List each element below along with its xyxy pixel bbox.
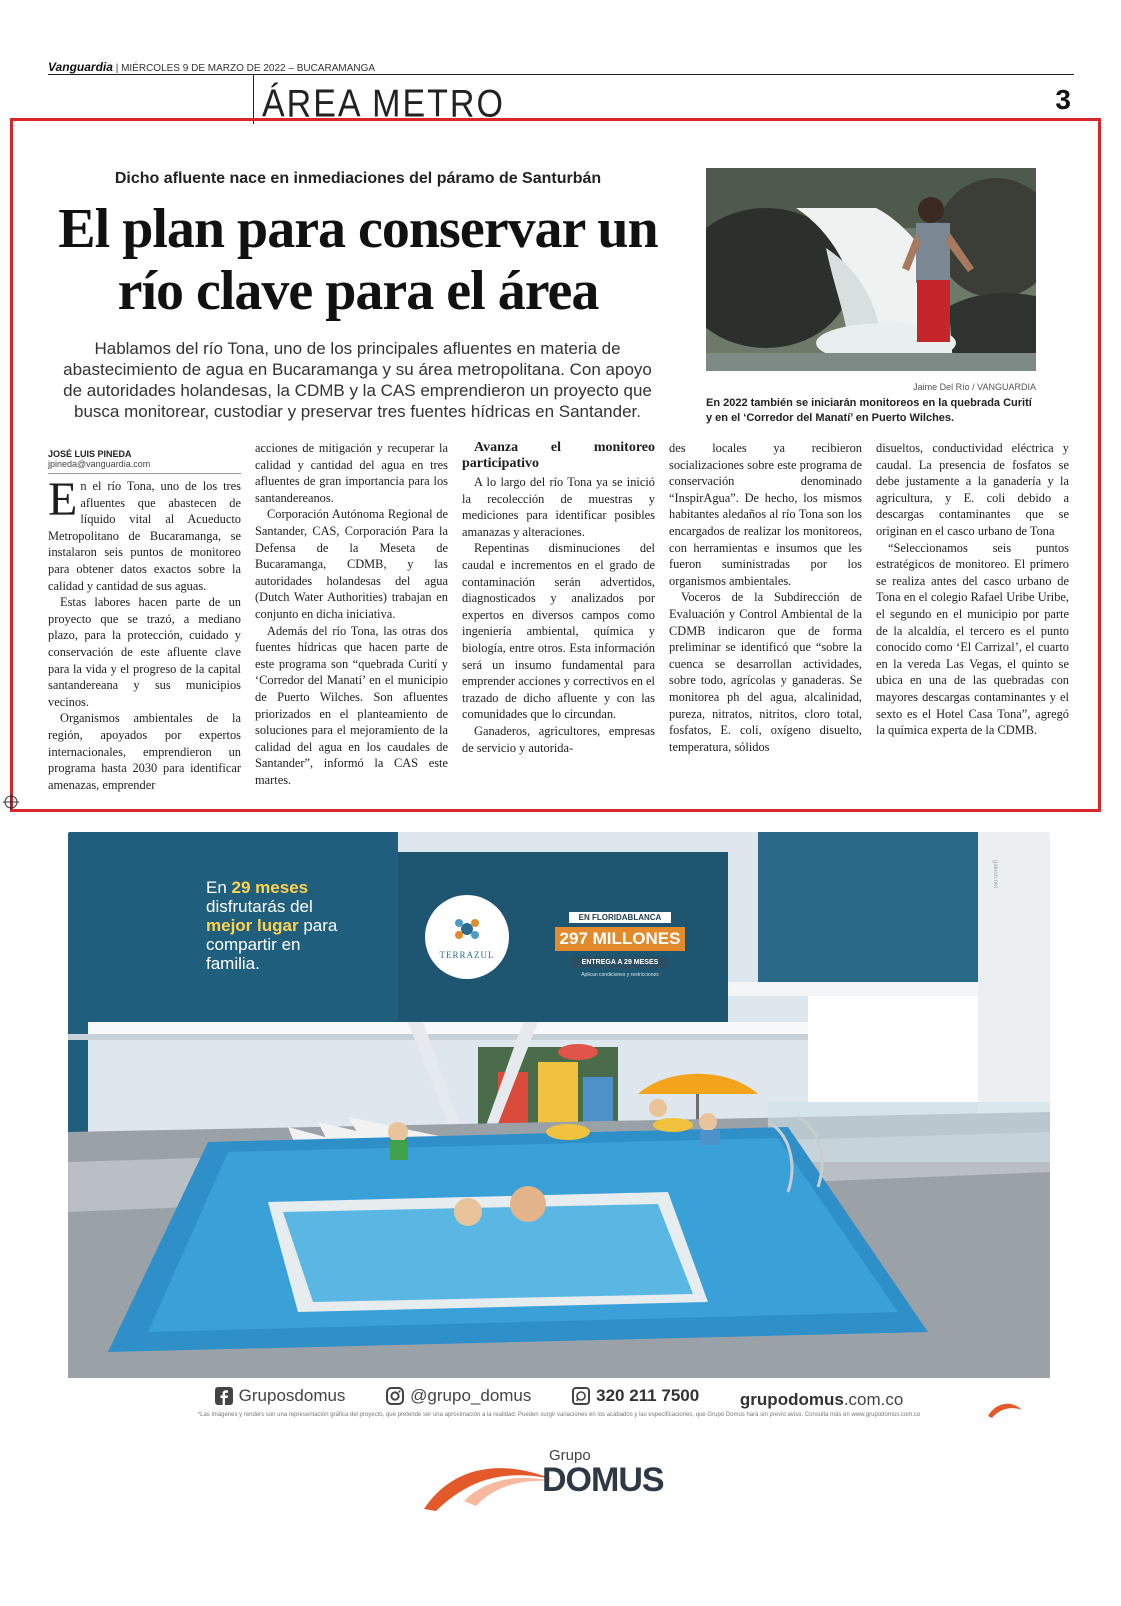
paragraph: acciones de mitigación y recuperar la calidad y cantidad del agua en tres afluentes de gran importancia para los santandereanos.: [255, 441, 448, 505]
ad-copy-highlight: 29 meses: [231, 878, 309, 897]
whatsapp-number: 320 211 7500: [596, 1386, 700, 1405]
article-photo: [706, 168, 1036, 371]
ad-price-tag: [555, 907, 685, 978]
waterfall-photo-illustration: [706, 168, 1036, 371]
page-number: 3: [1055, 84, 1071, 115]
photo-credit: Jaime Del Río / VANGUARDIA: [913, 382, 1036, 392]
article-column-3: [462, 440, 655, 756]
whatsapp-link[interactable]: [572, 1386, 699, 1406]
domus-logo-name: DOMUS: [542, 1461, 664, 1499]
article-subhead: Avanza el monitoreo participativo: [462, 440, 655, 471]
ad-footer: [68, 1378, 1050, 1428]
whatsapp-icon: [572, 1387, 590, 1405]
section-title: ÁREA METRO: [262, 82, 505, 126]
domus-logo-grupo: Grupo: [549, 1447, 591, 1464]
ad-disclaimer: *Las imágenes y renders son una representación gráfica del proyecto, que pretende ser una aproximación a la realidad. Pueden surgir variaciones en los acabados y las especificaciones, que Grupo Domus hará sin previo aviso. Consulta más en www.grupodomus.com.co: [197, 1412, 921, 1418]
article-column-5: [876, 440, 1069, 739]
terrazul-logo-text: TERRAZUL: [439, 950, 495, 960]
domus-swoosh-icon: [988, 1400, 1022, 1418]
drop-cap: E: [48, 473, 78, 526]
website-domain: .com.co: [843, 1390, 904, 1409]
ad-copy-text: familia.: [206, 954, 260, 973]
paragraph: Voceros de la Subdirección de Evaluación y Control Ambiental de la CDMB indicaron que de forma preliminar se identificó que “sobre la cuenca se desarrollan actividades, sobre todo, agrícolas y ganaderas. Se monitorea ph del agua, alcalinidad, pureza, nitratos, nitritos, cloro total, fosfatos, E. coli, oxígeno disuelto, temperatura, sólidos: [669, 590, 862, 754]
paragraph: Corporación Autónoma Regional de Santander, CAS, Corporación Para la Defensa de la Meseta de Bucaramanga, CDMB, y las autoridades holandesas del agua (Dutch Water Authorities) trabajan en conjunto en dicha iniciativa.: [255, 507, 448, 621]
facebook-handle: Gruposdomus: [238, 1386, 346, 1405]
ad-copy-text: compartir en: [206, 935, 301, 954]
facebook-icon: [215, 1387, 233, 1405]
paragraph: Estas labores hacen parte de un proyecto que se trazó, a mediano plazo, para la protección, cuidado y conservación de este afluente clave para la vida y el progreso de la capital santandereana y sus municipios vecinos.: [48, 595, 241, 709]
registration-mark-icon: [3, 794, 19, 810]
grupo-domus-logo: [424, 1447, 694, 1517]
photo-caption: En 2022 también se iniciarán monitoreos en la quebrada Curití y en el ‘Corredor del Manatí’ en Puerto Wilches.: [706, 397, 1032, 424]
terrazul-logo: [425, 895, 509, 979]
ad-contact-bar: [68, 1386, 1050, 1410]
terrazul-emblem-icon: [425, 895, 509, 979]
paragraph: disueltos, conductividad eléctrica y caudal. La presencia de fosfatos se debe justamente a la ganadería y la agricultura, y E. coli debido a descargas contaminantes que se originan en el casco urbano de Tona: [876, 441, 1069, 538]
article-column-2: [255, 440, 448, 788]
byline-email[interactable]: jpineda@vanguardia.com: [48, 459, 241, 474]
price-amount: 297 MILLONES: [555, 927, 685, 951]
paragraph-text: n el río Tona, uno de los tres afluentes que abastecen de líquido vital al Acueducto Metropolitano de Bucaramanga, se instalaron seis puntos de monitoreo para obtener datos exactos sobre la calidad y cantidad de sus aguas.: [48, 479, 241, 593]
article-headline: El plan para conservar un río clave para el área: [58, 198, 658, 322]
masthead-dateline: MIÉRCOLES 9 DE MARZO DE 2022 – BUCARAMANGA: [121, 63, 376, 74]
article-column-1: [48, 473, 241, 793]
ad-watermark: galeon.net: [992, 860, 998, 889]
price-location: EN FLORIDABLANCA: [569, 912, 672, 923]
website-link[interactable]: [740, 1390, 903, 1410]
section-divider: [253, 74, 254, 124]
ad-copy-text: disfrutarás del: [206, 897, 313, 916]
instagram-link[interactable]: [386, 1386, 531, 1406]
masthead: [48, 60, 1074, 74]
domus-swoosh-icon: [424, 1451, 554, 1511]
ad-copy-text: para: [298, 916, 338, 935]
paragraph: A lo largo del río Tona ya se inició la recolección de muestras y mediciones para identificar posibles amanazas y alteraciones.: [462, 475, 655, 539]
paragraph: “Seleccionamos seis puntos estratégicos de monitoreo. El primero se realiza antes del casco urbano de Tona en el colegio Rafael Uribe Uribe, el segundo en el municipio por parte de la alcaldía, el tercero es el punto conocido como ‘El Carrizal’, el cuarto en la vereda Las Vegas, el quinto se ubica en una de las quebradas con mayores descargas contaminantes y el sexto es el Hotel Casa Tona”, agregó la química experta de la CDMB.: [876, 540, 1069, 738]
masthead-brand: Vanguardia: [48, 60, 113, 74]
paragraph: Repentinas disminuciones del caudal e incrementos en el grado de contaminación serán advertidos, diagnosticados y analizados por expertos en diversos campos como ingeniería ambiental, química y biología, entre otros. Esta información será un insumo fundamental para emprender acciones y correctivos en el trazado de dicho afluente y con las comunidades que lo circundan.: [462, 541, 655, 722]
paragraph: Ganaderos, agricultores, empresas de servicio y autorida-: [462, 723, 655, 755]
ad-copy-highlight: mejor lugar: [206, 916, 299, 935]
article-deck: Hablamos del río Tona, uno de los principales afluentes en materia de abastecimiento de agua en Bucaramanga y su área metropolitana. Con apoyo de autoridades holandesas, la CDMB y la CAS emprendieron un proyecto que busca monitorear, custodiar y preservar tres fuentes hídricas en Santander.: [63, 339, 652, 421]
ad-copy-text: En: [206, 878, 232, 897]
paragraph: Organismos ambientales de la región, apoyados por expertos internacionales, emprendieron un programa hasta 2030 para identificar amenazas, emprender: [48, 711, 241, 792]
instagram-handle: @grupo_domus: [410, 1386, 532, 1405]
byline: [48, 449, 241, 474]
paragraph: Además del río Tona, las otras dos fuentes hídricas que hacen parte de este programa son “quebrada Curití y ‘Corredor del Manatí’ en el municipio de Puerto Wilches. Son afluentes priorizados en el planteamiento de soluciones para el mejoramiento de la calidad del agua en los caudales de Santander”, informó la CAS este martes.: [255, 623, 448, 787]
masthead-rule: [48, 74, 1074, 75]
ad-headline-copy: [206, 878, 337, 973]
facebook-link[interactable]: [215, 1386, 346, 1406]
article-kicker: Dicho afluente nace en inmediaciones del páramo de Santurbán: [114, 170, 602, 187]
masthead-separator: |: [115, 63, 122, 74]
price-delivery: ENTREGA A 29 MESES: [572, 957, 669, 968]
price-fine-print: Aplican condiciones y restricciones: [581, 972, 659, 978]
instagram-icon: [386, 1387, 404, 1405]
article-column-4: [669, 440, 862, 755]
paragraph: des locales ya recibieron socializaciones sobre este programa de conservación denominado “InspirAgua”. De hecho, los mismos habitantes aledaños al río Tona son los encargados de realizar los monitoreos, con herramientas e insumos que les fueron suministradas por los organismos ambientales.: [669, 441, 862, 588]
paragraph: [48, 473, 241, 594]
website-name: grupodomus: [739, 1390, 844, 1409]
byline-author: JOSÉ LUIS PINEDA: [48, 449, 132, 459]
